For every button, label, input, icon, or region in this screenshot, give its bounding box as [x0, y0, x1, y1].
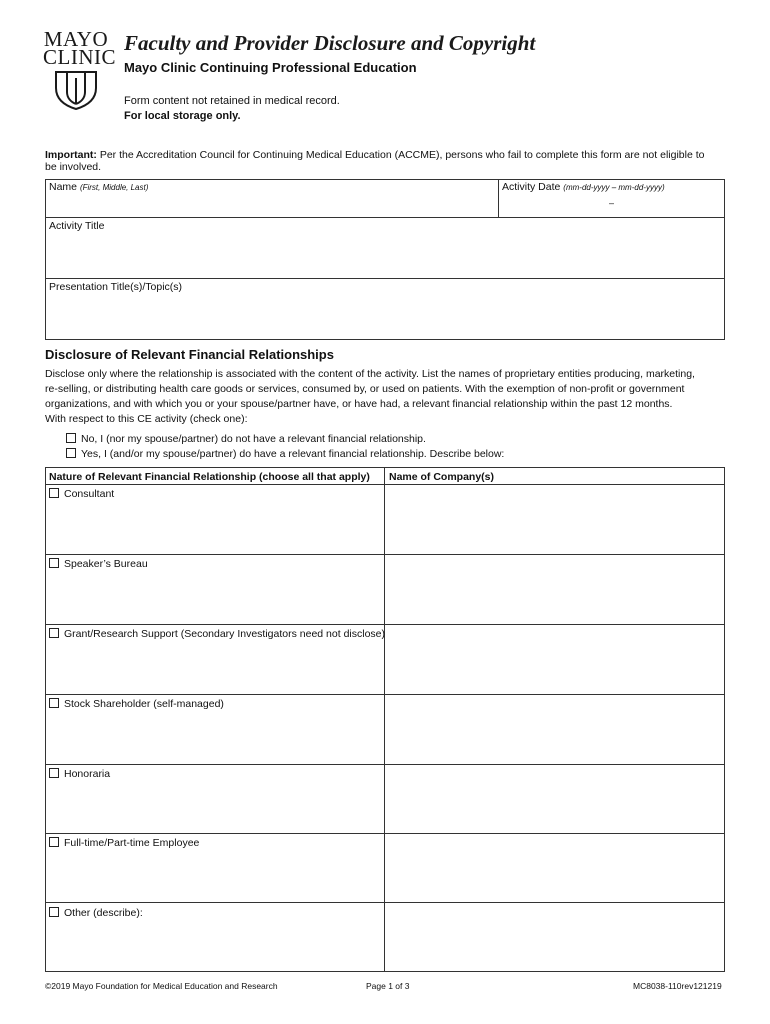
checkbox-other[interactable] — [49, 907, 59, 917]
activity-title-field[interactable] — [45, 217, 725, 279]
checkbox-grant-research[interactable] — [49, 628, 59, 638]
footer-page-number: Page 1 of 3 — [366, 981, 410, 991]
name-label: Name (First, Middle, Last) — [49, 181, 149, 193]
footer-copyright: ©2019 Mayo Foundation for Medical Education and Research — [45, 981, 278, 991]
logo-word-mayo: MAYO — [43, 27, 109, 51]
checkbox-honoraria[interactable] — [49, 768, 59, 778]
checkbox-consultant[interactable] — [49, 488, 59, 498]
company-field-consultant[interactable] — [385, 485, 724, 554]
important-notice — [45, 149, 705, 173]
row-speakers-bureau[interactable]: Speaker’s Bureau — [49, 558, 148, 570]
company-field-employee[interactable] — [385, 834, 724, 902]
checkbox-stock-shareholder[interactable] — [49, 698, 59, 708]
checkbox-employee[interactable] — [49, 837, 59, 847]
column-header-nature: Nature of Relevant Financial Relationship (choose all that apply) — [49, 471, 370, 483]
instruction-line: Disclose only where the relationship is associated with the content of the activity. List the names of proprietary entities producing, marketing, — [45, 368, 695, 380]
company-field-stock-shareholder[interactable] — [385, 695, 724, 764]
date-range-dash: – — [609, 198, 615, 208]
checkbox-speakers-bureau[interactable] — [49, 558, 59, 568]
row-honoraria[interactable]: Honoraria — [49, 768, 110, 780]
column-header-company: Name of Company(s) — [389, 471, 495, 483]
shield-logo-icon — [53, 70, 99, 110]
option-no-relationship[interactable]: No, I (nor my spouse/partner) do not have a relevant financial relationship. — [66, 433, 426, 445]
name-hint: (First, Middle, Last) — [79, 183, 149, 192]
activity-date-label: Activity Date (mm-dd-yyyy – mm-dd-yyyy) — [502, 181, 665, 193]
checkbox-yes[interactable] — [66, 448, 76, 458]
form-subtitle: Mayo Clinic Continuing Professional Education — [124, 60, 417, 75]
mayo-clinic-logo — [43, 27, 116, 110]
activity-date-hint: (mm-dd-yyyy – mm-dd-yyyy) — [563, 183, 665, 192]
row-consultant[interactable]: Consultant — [49, 488, 114, 500]
instruction-line: organizations, and with which you or your spouse/partner have, or have had, a relevant financial relationship within the past 12 months. — [45, 398, 673, 410]
disclosure-instructions — [45, 367, 725, 427]
form-title: Faculty and Provider Disclosure and Copyright — [124, 31, 536, 55]
important-text: Per the Accreditation Council for Continuing Medical Education (ACCME), persons who fail to complete this form are not eligible to be involved. — [45, 149, 705, 173]
option-yes-relationship[interactable]: Yes, I (and/or my spouse/partner) do have a relevant financial relationship. Describe below: — [66, 448, 504, 460]
storage-note: Form content not retained in medical record. — [124, 95, 340, 107]
instruction-line: re-selling, or distributing health care goods or services, consumed by, or used on patients. With the exemption of non-profit or government — [45, 383, 685, 395]
storage-note-bold: For local storage only. — [124, 110, 241, 122]
company-field-other[interactable] — [385, 903, 724, 971]
instruction-line: With respect to this CE activity (check one): — [45, 413, 248, 425]
checkbox-no[interactable] — [66, 433, 76, 443]
row-stock-shareholder[interactable]: Stock Shareholder (self-managed) — [49, 698, 224, 710]
row-employee[interactable]: Full-time/Part-time Employee — [49, 837, 199, 849]
footer-form-code: MC8038-110rev121219 — [633, 981, 722, 991]
logo-word-clinic: CLINIC — [43, 45, 116, 69]
disclosure-heading: Disclosure of Relevant Financial Relationships — [45, 347, 334, 362]
company-field-grant-research[interactable] — [385, 625, 724, 694]
important-lead: Important: — [45, 149, 97, 161]
activity-title-label: Activity Title — [49, 220, 105, 232]
row-other[interactable]: Other (describe): — [49, 907, 143, 919]
company-field-honoraria[interactable] — [385, 765, 724, 833]
row-grant-research[interactable]: Grant/Research Support (Secondary Investigators need not disclose) — [49, 628, 385, 640]
company-field-speakers-bureau[interactable] — [385, 555, 724, 624]
presentation-title-label: Presentation Title(s)/Topic(s) — [49, 281, 183, 293]
